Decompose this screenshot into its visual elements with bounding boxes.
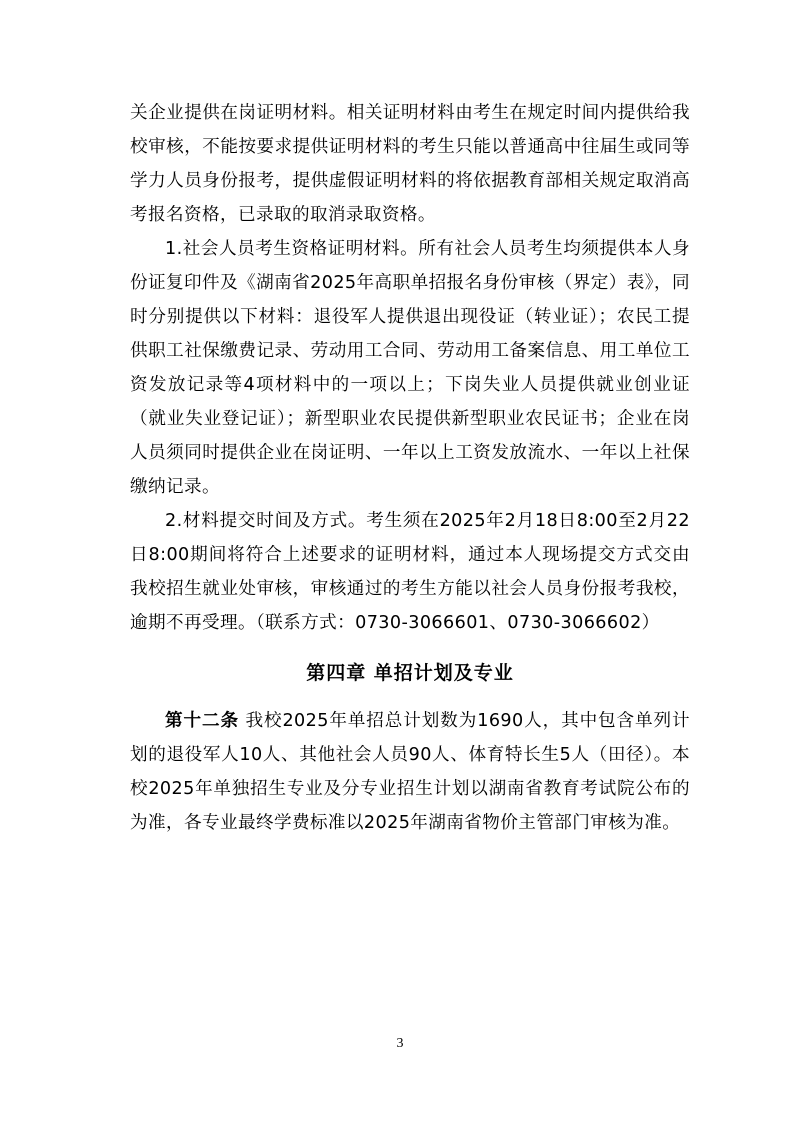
paragraph-article-12 — [130, 704, 690, 840]
chapter-heading: 第四章 单招计划及专业 — [306, 662, 514, 684]
paragraph-continuation: 关企业提供在岗证明材料。相关证明材料由考生在规定时间内提供给我校审核，不能按要求提供证明材料的考生只能以普通高中往届生或同等学力人员身份报考，提供虚假证明材料的将依据教育部相关规定取消高考报名资格，已录取的取消录取资格。 — [130, 103, 690, 225]
article-text: 我校2025年单招总计划数为1690人，其中包含单列计划的退役军人10人、其他社会人员90人、体育特长生5人（田径）。本校2025年单独招生专业及分专业招生计划以湖南省教育考试院公布的为准，各专业最终学费标准以2025年湖南省物价主管部门审核为准。 — [130, 711, 691, 833]
paragraph-item-1: 1.社会人员考生资格证明材料。所有社会人员考生均须提供本人身份证复印件及《湖南省2025年高职单招报名身份审核（界定）表》，同时分别提供以下材料：退役军人提供退出现役证（转业证）；农民工提供职工社保缴费记录、劳动用工合同、劳动用工备案信息、用工单位工资发放记录等4项材料中的一项以上；下岗失业人员提供就业创业证（就业失业登记证）；新型职业农民提供新型职业农民证书；企业在岗人员须同时提供企业在岗证明、一年以上工资发放流水、一年以上社保缴纳记录。 — [130, 239, 690, 497]
paragraph-item-2: 2.材料提交时间及方式。考生须在2025年2月18日8:00至2月22日8:00期间将符合上述要求的证明材料，通过本人现场提交方式交由我校招生就业处审核，审核通过的考生方能以社会人员身份报考我校，逾期不再受理。（联系方式：0730-3066601、0730-3066602） — [130, 511, 690, 633]
body-text-upper — [130, 96, 690, 640]
article-label: 第十二条 — [165, 711, 239, 731]
body-text-lower — [130, 704, 690, 840]
page-number: 3 — [396, 1036, 404, 1051]
